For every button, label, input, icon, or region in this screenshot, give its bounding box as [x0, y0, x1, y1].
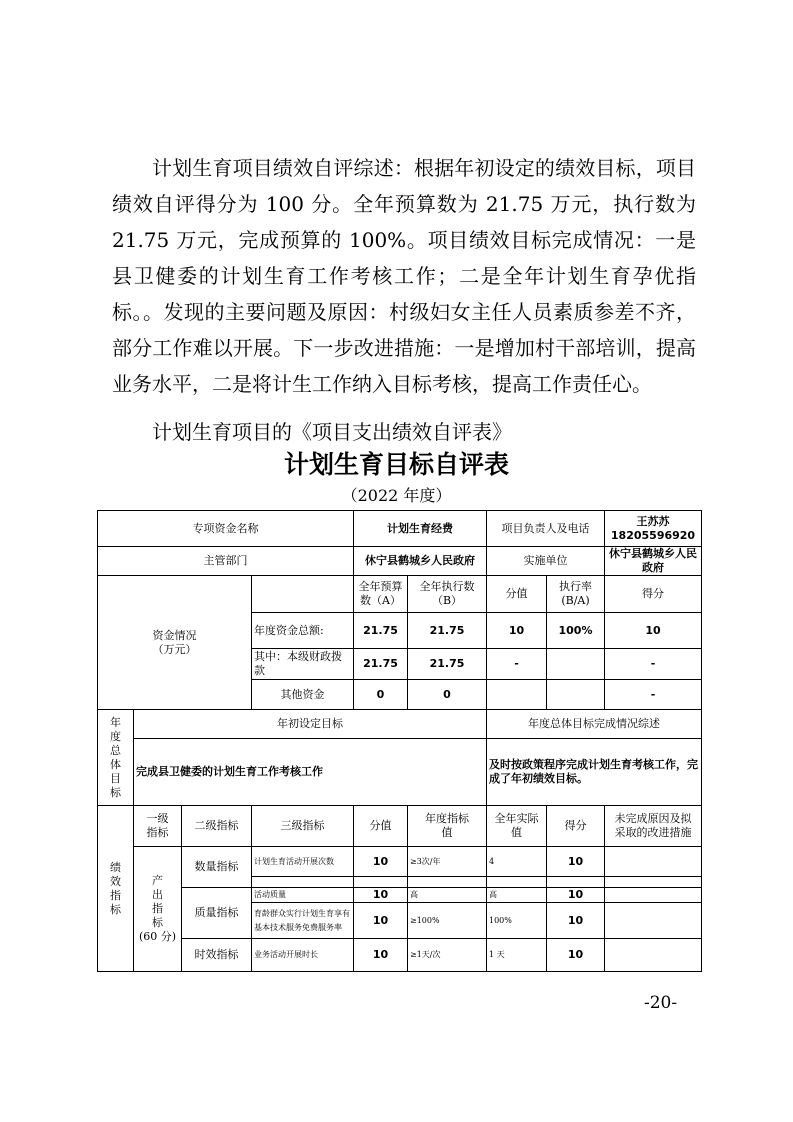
- perf-got: 10: [547, 847, 605, 877]
- table-year: （2022 年度）: [341, 486, 452, 505]
- perf-l2-quality: 质量指标: [182, 888, 252, 939]
- perf-got: 10: [547, 903, 605, 939]
- perf-actual: 4: [487, 847, 547, 877]
- funds-label: 资金情况 （万元）: [98, 576, 252, 710]
- perf-l3: 育龄群众实行计划生育享有基本技术服务免费服务率: [252, 903, 354, 939]
- perf-l3: 业务活动开展时长: [252, 939, 354, 972]
- funds-header-budget: 全年预算 数（A）: [354, 576, 408, 613]
- perf-reason: [605, 888, 702, 903]
- perf-header-got: 得分: [547, 806, 605, 847]
- contact-value: [605, 511, 702, 547]
- goal-initial-header: 年初设定目标: [134, 710, 487, 739]
- perf-target: ≥3次/年: [408, 847, 487, 877]
- perf-reason: [605, 903, 702, 939]
- perf-header-actual: 全年实际 值: [487, 806, 547, 847]
- contact-phone: 18205596920: [610, 528, 696, 542]
- perf-target: ≥1天/次: [408, 939, 487, 972]
- perf-header-l1: 一级 指标: [134, 806, 182, 847]
- dept-label: 主管部门: [98, 547, 354, 576]
- perf-actual: 高: [487, 888, 547, 903]
- contact-label: 项目负责人及电话: [487, 511, 605, 547]
- perf-actual-empty: [487, 877, 547, 888]
- funds-header-rate: 执行率 (B/A): [547, 576, 605, 613]
- perf-row: [98, 847, 702, 877]
- project-row: [98, 511, 702, 547]
- goal-header-row: [98, 710, 702, 739]
- perf-header-l2: 二级指标: [182, 806, 252, 847]
- contact-name: 王苏苏: [636, 514, 670, 528]
- goal-content-row: [98, 739, 702, 806]
- funds-header-blank: [252, 576, 354, 613]
- goal-summary-text: 及时按政策程序完成计划生育考核工作，完成了年初绩效目标。: [487, 739, 702, 806]
- funds-header-row: [98, 576, 702, 613]
- perf-actual: 1 天: [487, 939, 547, 972]
- funds-row-score: [487, 680, 547, 710]
- funds-row-name: 年度资金总额:: [252, 613, 354, 649]
- self-evaluation-table: [97, 510, 702, 972]
- funds-row-exec: 21.75: [408, 649, 487, 680]
- perf-row: [98, 939, 702, 972]
- perf-actual: 100%: [487, 903, 547, 939]
- perf-header-row: [98, 806, 702, 847]
- funds-row-exec: 0: [408, 680, 487, 710]
- goal-initial-text: 完成县卫健委的计划生育工作考核工作: [134, 739, 487, 806]
- perf-target: 高: [408, 888, 487, 903]
- funds-row-rate: [547, 649, 605, 680]
- perf-score-empty: [354, 877, 408, 888]
- perf-got: 10: [547, 888, 605, 903]
- perf-l3-empty: [252, 877, 354, 888]
- perf-header-score: 分值: [354, 806, 408, 847]
- perf-header-target: 年度指标 值: [408, 806, 487, 847]
- funds-row-got: 10: [605, 613, 702, 649]
- funds-row-got: -: [605, 680, 702, 710]
- funds-header-exec: 全年执行数（B）: [408, 576, 487, 613]
- funds-header-score: 分值: [487, 576, 547, 613]
- project-name-label: 专项资金名称: [98, 511, 354, 547]
- perf-reason: [605, 939, 702, 972]
- perf-header-l3: 三级指标: [252, 806, 354, 847]
- funds-header-got: 得分: [605, 576, 702, 613]
- impl-value: 休宁县鹤城乡人民政府: [605, 547, 702, 576]
- perf-l2-time: 时效指标: [182, 939, 252, 972]
- department-row: [98, 547, 702, 576]
- dept-value: 休宁县鹤城乡人民政府: [354, 547, 487, 576]
- perf-target-empty: [408, 877, 487, 888]
- perf-side-label: 绩 效 指 标: [98, 806, 134, 972]
- funds-row-name: 其中：本级财政拨款: [252, 649, 354, 680]
- funds-row-budget: 21.75: [354, 613, 408, 649]
- perf-l2-quantity: 数量指标: [182, 847, 252, 888]
- perf-l3: 计划生育活动开展次数: [252, 847, 354, 877]
- perf-score: 10: [354, 939, 408, 972]
- table-title: 计划生育目标自评表: [283, 450, 509, 479]
- perf-got-empty: [547, 877, 605, 888]
- perf-reason-empty: [605, 877, 702, 888]
- project-name-value: 计划生育经费: [354, 511, 487, 547]
- perf-target: ≥100%: [408, 903, 487, 939]
- summary-paragraph: 计划生育项目绩效自评综述：根据年初设定的绩效目标，项目绩效自评得分为 100 分。全年预算数为 21.75 万元，执行数为 21.75 万元，完成预算的 100%。项目绩效目标完成情况：一是县卫健委的计划生育工作考核工作；二是全年计划生育孕优指标。。发现的主要问题及原因：村级妇女主任人员素质参差不齐，部分工作难以开展。下一步改进措施：一是增加村干部培训，提高业务水平，二是将计生工作纳入目标考核，提高工作责任心。: [112, 156, 696, 396]
- page-number: -20-: [644, 993, 678, 1013]
- goal-summary-header: 年度总体目标完成情况综述: [487, 710, 702, 739]
- perf-score: 10: [354, 847, 408, 877]
- goal-side-label: 年 度 总 体 目 标: [98, 710, 134, 806]
- funds-row-rate: [547, 680, 605, 710]
- funds-row-score: 10: [487, 613, 547, 649]
- perf-l3: 活动质量: [252, 888, 354, 903]
- table-reference: 计划生育项目的《项目支出绩效自评表》: [152, 420, 512, 444]
- perf-row: [98, 888, 702, 903]
- funds-row-name: 其他资金: [252, 680, 354, 710]
- perf-score: 10: [354, 903, 408, 939]
- perf-reason: [605, 847, 702, 877]
- perf-header-reason: 未完成原因及拟 采取的改进措施: [605, 806, 702, 847]
- perf-score: 10: [354, 888, 408, 903]
- funds-row-exec: 21.75: [408, 613, 487, 649]
- funds-row-rate: 100%: [547, 613, 605, 649]
- funds-row-got: -: [605, 649, 702, 680]
- impl-label: 实施单位: [487, 547, 605, 576]
- funds-row-score: -: [487, 649, 547, 680]
- perf-got: 10: [547, 939, 605, 972]
- perf-l1-output: 产 出 指 标 (60 分): [134, 847, 182, 972]
- funds-row-budget: 21.75: [354, 649, 408, 680]
- funds-row-budget: 0: [354, 680, 408, 710]
